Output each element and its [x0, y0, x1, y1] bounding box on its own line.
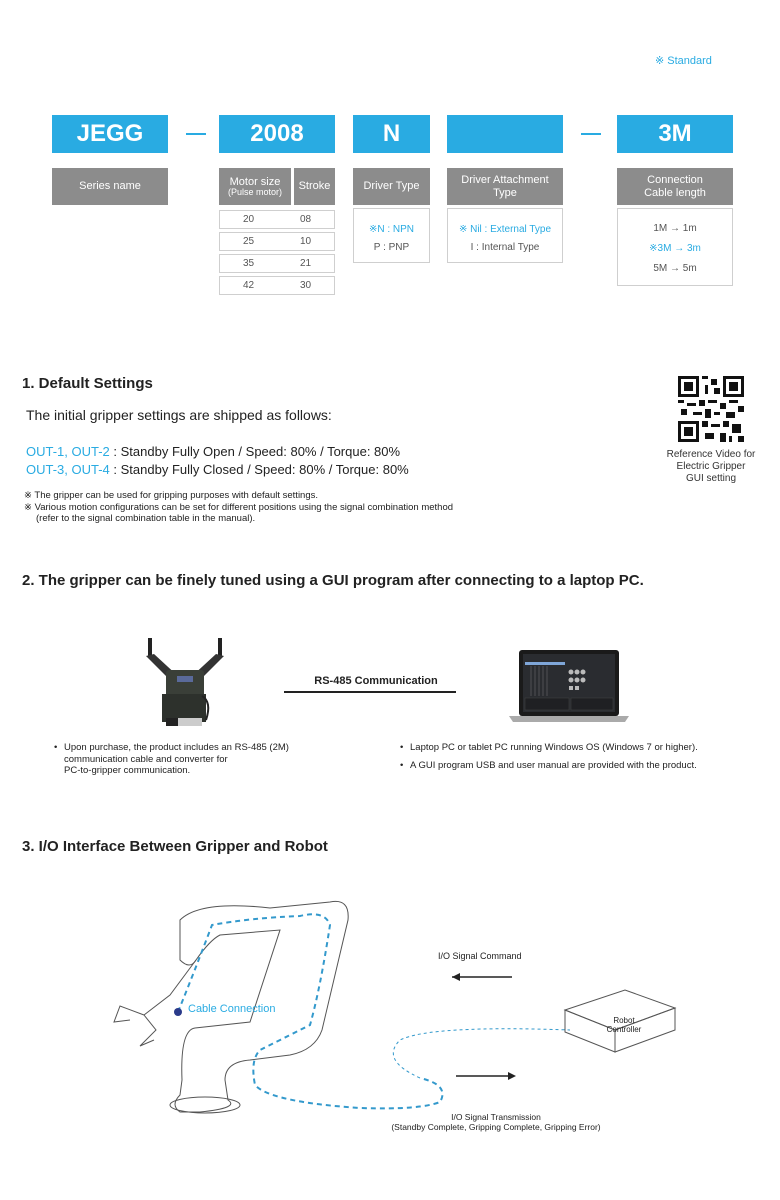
transmission-title: I/O Signal Transmission	[451, 1112, 541, 1122]
separator-dash	[186, 133, 206, 135]
header-cable: Connection Cable length	[617, 168, 733, 205]
motor-value: 42	[242, 280, 255, 291]
outputs-desc: : Standby Fully Closed / Speed: 80% / Torque: 80%	[109, 462, 409, 477]
outputs-label: OUT-3, OUT-4	[26, 462, 110, 477]
section1-intro: The initial gripper settings are shipped as follows:	[26, 407, 332, 423]
controller-label-line: Controller	[606, 1025, 642, 1034]
table-row	[219, 210, 335, 229]
table-row	[219, 254, 335, 273]
option-internal: I : Internal Type	[470, 242, 540, 253]
controller-label-line: Robot	[613, 1016, 635, 1025]
signal-command-label: I/O Signal Command	[438, 951, 522, 961]
stroke-value: 30	[299, 280, 312, 291]
io-diagram	[100, 880, 680, 1130]
signal-transmission-label	[366, 1112, 626, 1132]
outputs-label: OUT-1, OUT-2	[26, 444, 110, 459]
note-3: (refer to the signal combination table in the manual).	[36, 513, 256, 524]
left-bullet	[64, 742, 289, 777]
attachment-options	[447, 208, 563, 263]
standard-note: ※ Standard	[655, 55, 712, 67]
laptop-image	[505, 648, 633, 726]
stroke-value: 08	[299, 214, 312, 225]
option-external: ※ Nil : External Type	[458, 224, 552, 235]
option-pnp: P : PNP	[373, 242, 410, 253]
table-row	[219, 276, 335, 295]
right-bullet-2: • A GUI program USB and user manual are provided with the product.	[410, 760, 697, 772]
gripper-image	[140, 630, 230, 730]
note-1: ※ The gripper can be used for gripping purposes with default settings.	[24, 490, 319, 501]
table-row	[219, 232, 335, 251]
cable-options	[617, 208, 733, 286]
outputs-desc: : Standby Fully Open / Speed: 80% / Torque: 80%	[109, 444, 401, 459]
right-bullet-1: • Laptop PC or tablet PC running Windows OS (Windows 7 or higher).	[410, 742, 698, 754]
motor-size-sub: (Pulse motor)	[227, 186, 282, 197]
option-5m: 5M → 5m	[653, 263, 697, 274]
code-size: 2008	[219, 115, 335, 153]
code-attachment	[447, 115, 563, 153]
rs485-line	[284, 691, 456, 693]
default-line-1	[26, 444, 400, 459]
stroke-value: 10	[299, 236, 312, 247]
code-cable: 3M	[617, 115, 733, 153]
separator-dash	[581, 133, 601, 135]
header-driver-type: Driver Type	[353, 168, 430, 205]
header-stroke: Stroke	[294, 168, 335, 205]
rs485-label: RS-485 Communication	[314, 675, 438, 687]
stroke-value: 21	[299, 258, 312, 269]
code-driver: N	[353, 115, 430, 153]
controller-label	[600, 1016, 648, 1034]
qr-code-icon[interactable]	[678, 376, 744, 442]
qr-caption-line: Electric Gripper	[676, 461, 746, 472]
header-motor-size	[219, 168, 291, 205]
motor-value: 25	[242, 236, 255, 247]
cable-connector-icon	[174, 1008, 182, 1016]
motor-value: 20	[242, 214, 255, 225]
qr-caption-line: GUI setting	[685, 473, 737, 484]
header-attachment: Driver Attachment Type	[447, 168, 563, 205]
header-series: Series name	[52, 168, 168, 205]
motor-size-label: Motor size	[229, 175, 281, 188]
arrow-left-icon	[452, 973, 460, 981]
option-3m: ※3M → 3m	[649, 243, 701, 254]
option-npn: ※N : NPN	[368, 224, 415, 235]
bullet-line: communication cable and converter for	[64, 753, 228, 765]
section1-title: 1. Default Settings	[22, 375, 153, 392]
qr-caption-line: Reference Video for	[666, 449, 756, 460]
qr-caption	[650, 449, 772, 485]
driver-options	[353, 208, 430, 263]
section2-title: 2. The gripper can be finely tuned using a GUI program after connecting to a laptop PC.	[22, 572, 644, 589]
motor-value: 35	[242, 258, 255, 269]
cable-connection-label: Cable Connection	[188, 1003, 276, 1015]
bullet-line: • Upon purchase, the product includes an RS-485 (2M)	[64, 742, 289, 753]
default-line-2	[26, 462, 409, 477]
transmission-sub: (Standby Complete, Gripping Complete, Gripping Error)	[391, 1122, 601, 1132]
size-table	[219, 210, 335, 295]
option-1m: 1M → 1m	[653, 223, 697, 234]
code-series: JEGG	[52, 115, 168, 153]
bullet-line: PC-to-gripper communication.	[64, 765, 191, 776]
note-2: ※ Various motion configurations can be set for different positions using the signal combination method	[24, 502, 454, 513]
arrow-right-icon	[508, 1072, 516, 1080]
section3-title: 3. I/O Interface Between Gripper and Robot	[22, 838, 328, 855]
